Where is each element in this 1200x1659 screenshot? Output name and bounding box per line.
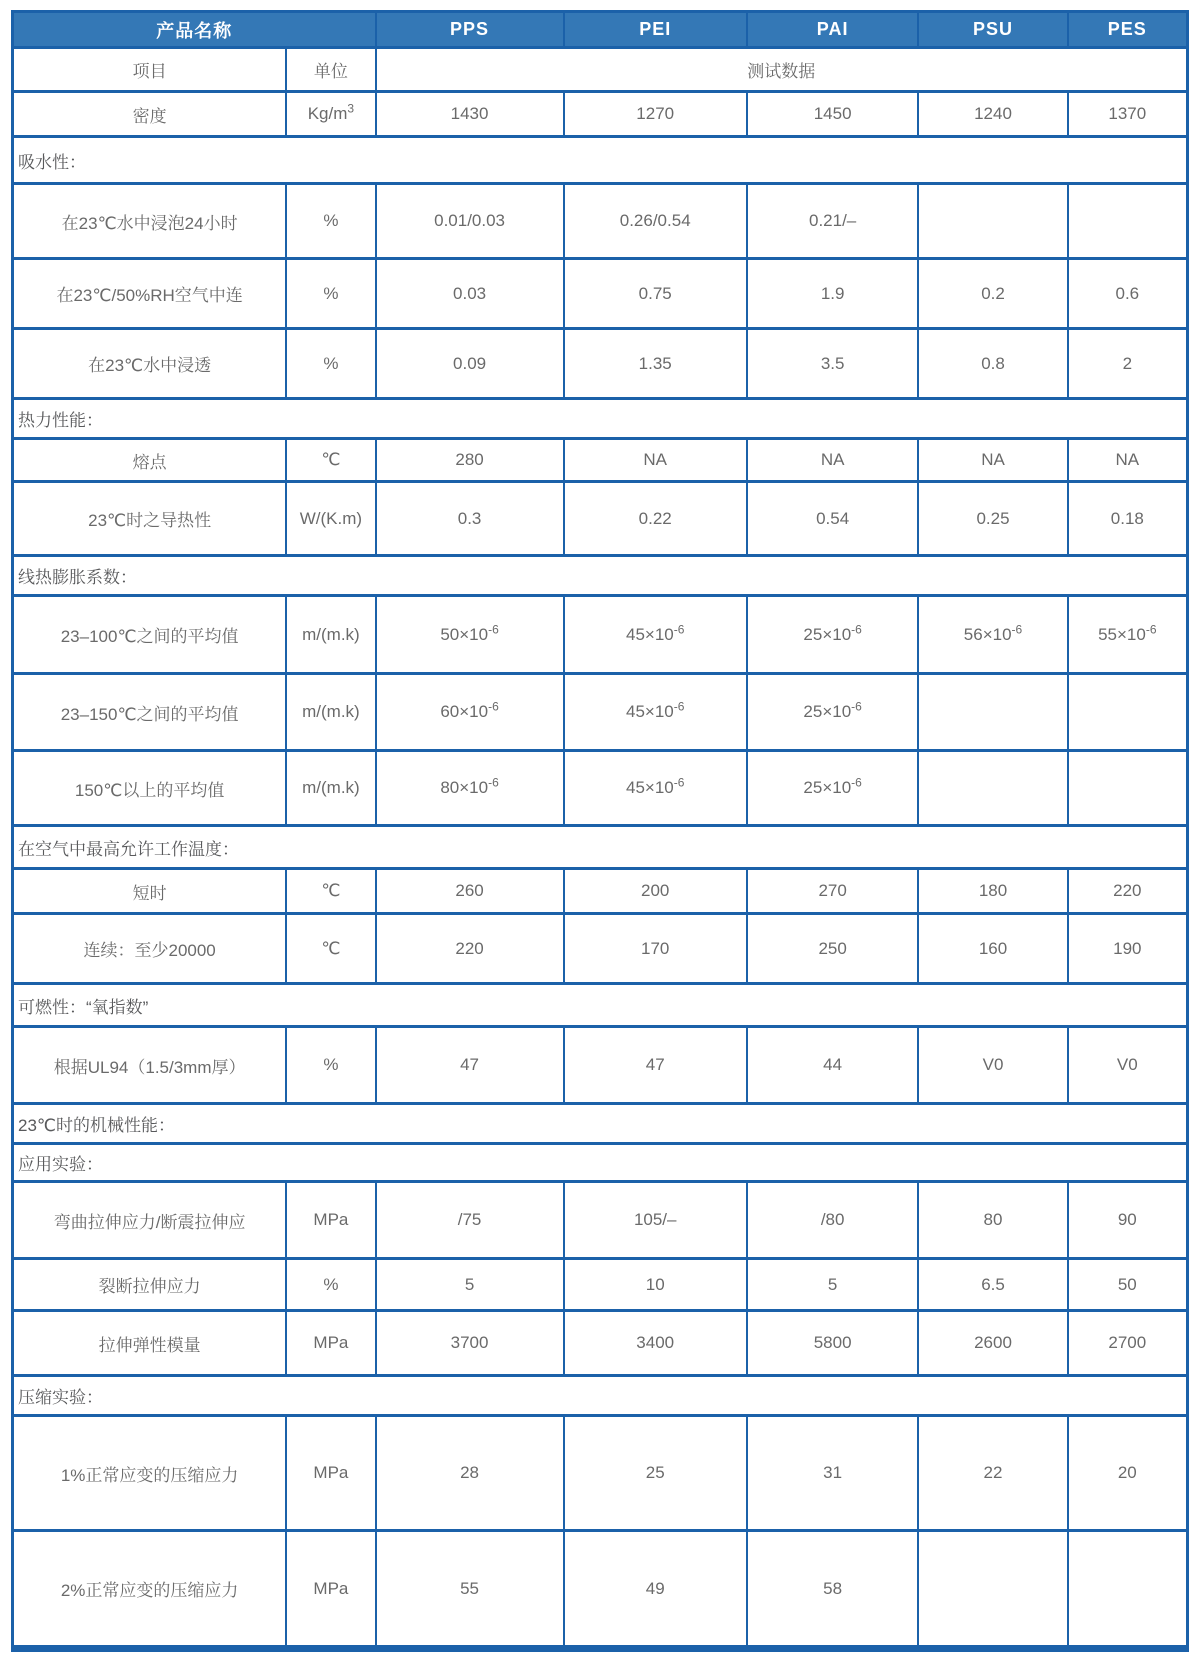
cell-value: 47 [376, 1027, 564, 1104]
section-label: 吸水性： [13, 137, 1188, 184]
cell-value: 0.6 [1068, 259, 1188, 329]
cell-value: $25\times 10^{-6}$ [747, 674, 919, 751]
cell-unit: MPa [286, 1182, 375, 1259]
cell-value: 0.26/0.54 [564, 184, 747, 259]
table-row [13, 439, 1188, 482]
cell-value: 105/– [564, 1182, 747, 1259]
cell-value: $45\times 10^{-6}$ [564, 596, 747, 674]
cell-item: 在23℃水中浸泡24小时 [13, 184, 287, 259]
section-row [13, 1144, 1188, 1182]
cell-value: 0.21/– [747, 184, 919, 259]
cell-item: 连续：至少20000 [13, 914, 287, 984]
cell-value: $25\times 10^{-6}$ [747, 596, 919, 674]
cell-value: 260 [376, 869, 564, 914]
cell-value: 49 [564, 1531, 747, 1649]
column-header-pai: PAI [747, 12, 919, 48]
cell-value: 0.09 [376, 329, 564, 399]
section-label: 线热膨胀系数： [13, 556, 1188, 596]
cell-value: 50 [1068, 1259, 1188, 1311]
cell-item: 密度 [13, 92, 287, 137]
cell-value: $50\times 10^{-6}$ [376, 596, 564, 674]
cell-value: /80 [747, 1182, 919, 1259]
section-label: 应用实验： [13, 1144, 1188, 1182]
cell-item: 2%正常应变的压缩应力 [13, 1531, 287, 1649]
section-row [13, 826, 1188, 869]
table-row [13, 869, 1188, 914]
cell-value: NA [918, 439, 1067, 482]
cell-unit: $Kg/m^3$ [286, 92, 375, 137]
table-row [13, 1416, 1188, 1531]
cell-value: 0.03 [376, 259, 564, 329]
section-label: 压缩实验： [13, 1376, 1188, 1416]
table-row [13, 482, 1188, 556]
cell-item: 23–150℃之间的平均值 [13, 674, 287, 751]
cell-value: 1240 [918, 92, 1067, 137]
table-row [13, 329, 1188, 399]
table-row [13, 92, 1188, 137]
cell-value: 0.22 [564, 482, 747, 556]
cell-value: 55 [376, 1531, 564, 1649]
cell-value: 1.9 [747, 259, 919, 329]
cell-value: 20 [1068, 1416, 1188, 1531]
cell-value: 2700 [1068, 1311, 1188, 1376]
table-row [13, 1027, 1188, 1104]
cell-value: 31 [747, 1416, 919, 1531]
cell-value: 2600 [918, 1311, 1067, 1376]
cell-value: 22 [918, 1416, 1067, 1531]
cell-item: 23–100℃之间的平均值 [13, 596, 287, 674]
cell-value: 190 [1068, 914, 1188, 984]
cell-item: 在23℃水中浸透 [13, 329, 287, 399]
cell-value: $80\times 10^{-6}$ [376, 751, 564, 826]
column-header-pei: PEI [564, 12, 747, 48]
cell-item: 23℃时之导热性 [13, 482, 287, 556]
cell-unit: % [286, 1027, 375, 1104]
section-row [13, 1104, 1188, 1144]
cell-unit: % [286, 259, 375, 329]
product-name-header: 产品名称 [13, 12, 376, 48]
table-row [13, 674, 1188, 751]
table-row [13, 1311, 1188, 1376]
cell-value: 200 [564, 869, 747, 914]
cell-value: 3700 [376, 1311, 564, 1376]
cell-value: $56\times 10^{-6}$ [918, 596, 1067, 674]
cell-value: 250 [747, 914, 919, 984]
subheader-testdata-label: 测试数据 [376, 48, 1188, 92]
cell-value: 1370 [1068, 92, 1188, 137]
cell-value: 0.18 [1068, 482, 1188, 556]
cell-value: $45\times 10^{-6}$ [564, 674, 747, 751]
cell-value: 0.2 [918, 259, 1067, 329]
section-row [13, 1376, 1188, 1416]
section-label: 可燃性：“氧指数” [13, 984, 1188, 1027]
cell-value: 0.75 [564, 259, 747, 329]
table-row [13, 1182, 1188, 1259]
material-properties-table [11, 10, 1189, 1652]
cell-value: V0 [1068, 1027, 1188, 1104]
cell-value: /75 [376, 1182, 564, 1259]
cell-item: 1%正常应变的压缩应力 [13, 1416, 287, 1531]
cell-unit: % [286, 184, 375, 259]
section-label: 23℃时的机械性能： [13, 1104, 1188, 1144]
cell-value: 58 [747, 1531, 919, 1649]
cell-item: 裂断拉伸应力 [13, 1259, 287, 1311]
cell-value [918, 751, 1067, 826]
cell-value: 10 [564, 1259, 747, 1311]
cell-value: 0.54 [747, 482, 919, 556]
cell-value: 180 [918, 869, 1067, 914]
cell-value: 28 [376, 1416, 564, 1531]
cell-value: 1430 [376, 92, 564, 137]
cell-item: 根据UL94（1.5/3mm厚） [13, 1027, 287, 1104]
cell-value: 160 [918, 914, 1067, 984]
cell-unit: % [286, 1259, 375, 1311]
cell-value: 5800 [747, 1311, 919, 1376]
cell-item: 拉伸弹性模量 [13, 1311, 287, 1376]
cell-value [1068, 751, 1188, 826]
cell-value: NA [1068, 439, 1188, 482]
table-row [13, 184, 1188, 259]
cell-value [1068, 1531, 1188, 1649]
table-row [13, 1531, 1188, 1649]
cell-value: 44 [747, 1027, 919, 1104]
cell-value [918, 1531, 1067, 1649]
table-row [13, 1259, 1188, 1311]
cell-value [1068, 674, 1188, 751]
cell-value: $25\times 10^{-6}$ [747, 751, 919, 826]
cell-value: 270 [747, 869, 919, 914]
table-row [13, 259, 1188, 329]
cell-value: 3400 [564, 1311, 747, 1376]
cell-value: 2 [1068, 329, 1188, 399]
cell-unit: W/(K.m) [286, 482, 375, 556]
cell-value: 0.01/0.03 [376, 184, 564, 259]
cell-value: 1.35 [564, 329, 747, 399]
cell-unit: m/(m.k) [286, 674, 375, 751]
cell-value: 1270 [564, 92, 747, 137]
section-row [13, 137, 1188, 184]
cell-item: 熔点 [13, 439, 287, 482]
subheader-row [13, 48, 1188, 92]
cell-value: 0.8 [918, 329, 1067, 399]
subheader-unit-label: 单位 [286, 48, 375, 92]
cell-item: 短时 [13, 869, 287, 914]
cell-value: 0.3 [376, 482, 564, 556]
cell-value: NA [747, 439, 919, 482]
cell-value: 25 [564, 1416, 747, 1531]
cell-unit: m/(m.k) [286, 751, 375, 826]
header-row [13, 12, 1188, 48]
cell-unit: ℃ [286, 439, 375, 482]
cell-unit: % [286, 329, 375, 399]
cell-value: 90 [1068, 1182, 1188, 1259]
section-label: 在空气中最高允许工作温度： [13, 826, 1188, 869]
cell-value: 6.5 [918, 1259, 1067, 1311]
cell-item: 在23℃/50%RH空气中连 [13, 259, 287, 329]
cell-value: 80 [918, 1182, 1067, 1259]
table-body [13, 92, 1188, 1649]
cell-unit: m/(m.k) [286, 596, 375, 674]
cell-value: 0.25 [918, 482, 1067, 556]
cell-value: $60\times 10^{-6}$ [376, 674, 564, 751]
table-row [13, 751, 1188, 826]
cell-value: 220 [376, 914, 564, 984]
section-row [13, 399, 1188, 439]
cell-value: NA [564, 439, 747, 482]
cell-unit: MPa [286, 1311, 375, 1376]
cell-value [1068, 184, 1188, 259]
cell-value: 220 [1068, 869, 1188, 914]
cell-value: V0 [918, 1027, 1067, 1104]
cell-value: 5 [747, 1259, 919, 1311]
cell-value: 280 [376, 439, 564, 482]
section-row [13, 984, 1188, 1027]
cell-value: 3.5 [747, 329, 919, 399]
table-row [13, 914, 1188, 984]
cell-value [918, 674, 1067, 751]
cell-item: 150℃以上的平均值 [13, 751, 287, 826]
cell-value: 5 [376, 1259, 564, 1311]
cell-value: 47 [564, 1027, 747, 1104]
cell-unit: MPa [286, 1416, 375, 1531]
section-label: 热力性能： [13, 399, 1188, 439]
section-row [13, 556, 1188, 596]
cell-value: $45\times 10^{-6}$ [564, 751, 747, 826]
cell-value: $55\times 10^{-6}$ [1068, 596, 1188, 674]
cell-unit: MPa [286, 1531, 375, 1649]
cell-unit: ℃ [286, 869, 375, 914]
table-row [13, 596, 1188, 674]
cell-unit: ℃ [286, 914, 375, 984]
column-header-pps: PPS [376, 12, 564, 48]
cell-value [918, 184, 1067, 259]
subheader-item-label: 项目 [13, 48, 287, 92]
cell-item: 弯曲拉伸应力/断震拉伸应 [13, 1182, 287, 1259]
column-header-psu: PSU [918, 12, 1067, 48]
cell-value: 170 [564, 914, 747, 984]
cell-value: 1450 [747, 92, 919, 137]
column-header-pes: PES [1068, 12, 1188, 48]
